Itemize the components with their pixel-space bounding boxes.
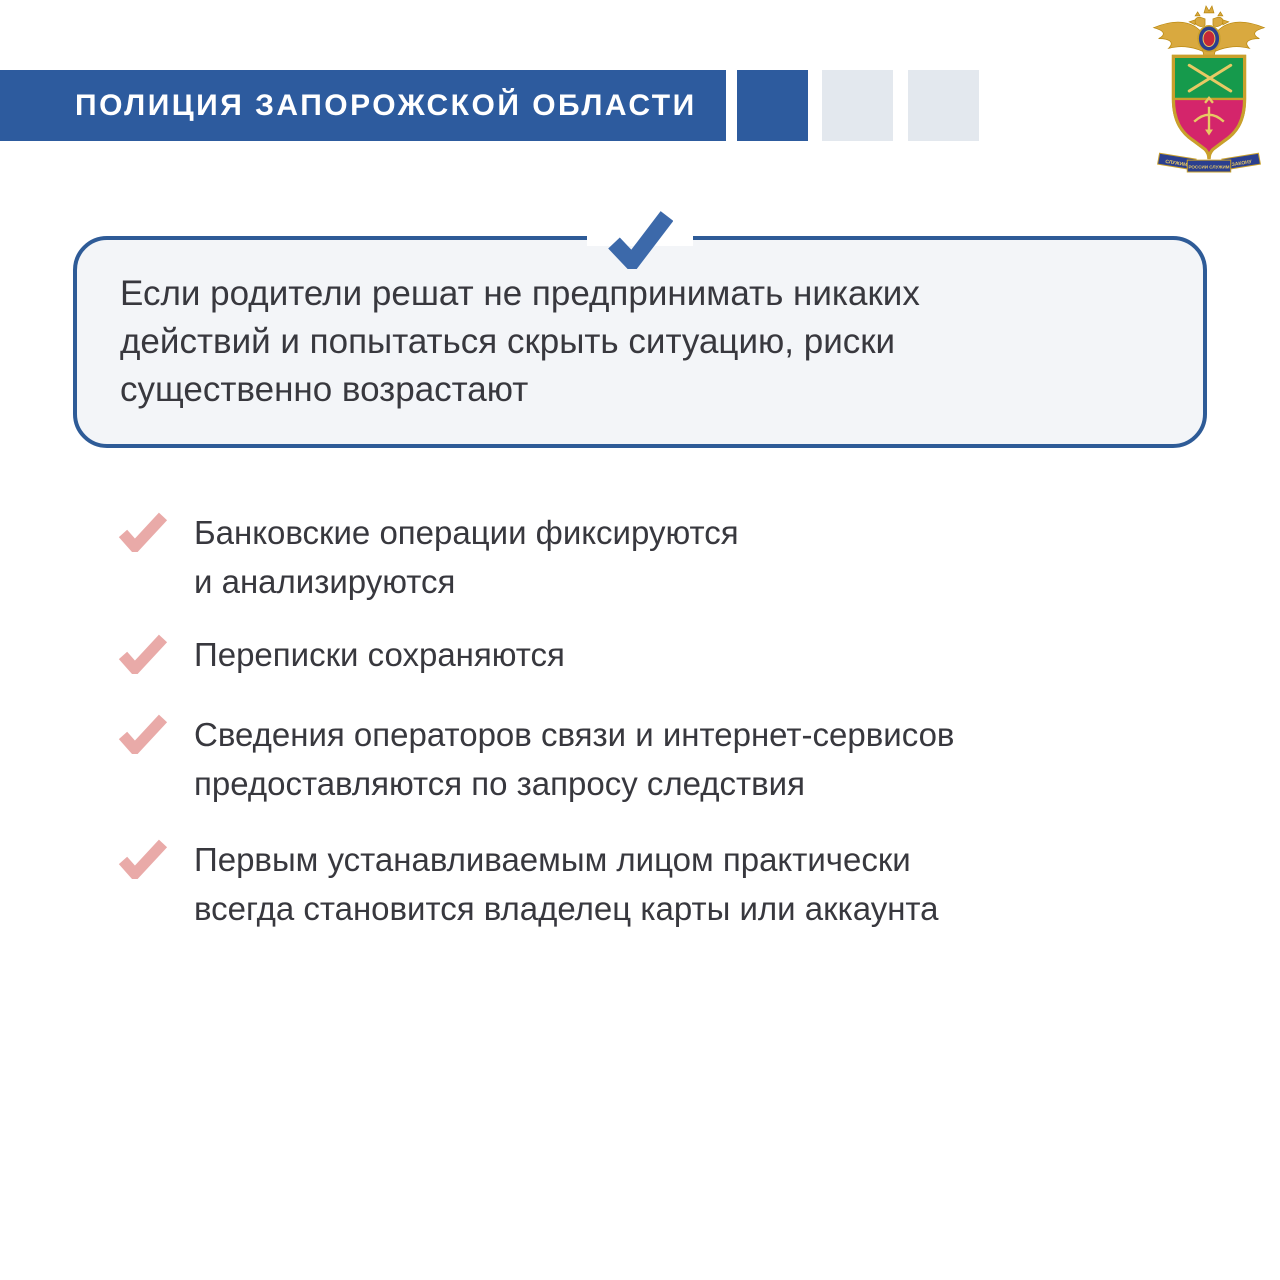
page-title: ПОЛИЦИЯ ЗАПОРОЖСКОЙ ОБЛАСТИ xyxy=(75,88,697,122)
item-3-line-1: Сведения операторов связи и интернет-сервисов xyxy=(194,716,955,753)
list-item-text xyxy=(194,508,739,606)
item-1-line-2: и анализируются xyxy=(194,563,456,600)
list-item-bank-operations xyxy=(118,508,739,606)
item-3-line-2: предоставляются по запросу следствия xyxy=(194,765,805,802)
item-4-line-2: всегда становится владелец карты или аккаунта xyxy=(194,890,939,927)
decor-square-gray-1 xyxy=(822,70,893,141)
list-item-text xyxy=(194,630,565,679)
list-item-operator-data xyxy=(118,710,954,808)
decor-square-gray-2 xyxy=(908,70,979,141)
police-emblem xyxy=(1146,4,1272,174)
list-item-messages-saved xyxy=(118,630,565,679)
item-4-line-1: Первым устанавливаемым лицом практически xyxy=(194,841,911,878)
list-item-card-owner xyxy=(118,835,939,933)
pink-check-icon xyxy=(118,512,168,552)
ribbon-text-left: СЛУЖИМ xyxy=(1164,159,1188,169)
warning-callout-box xyxy=(73,236,1207,448)
item-1-line-1: Банковские операции фиксируются xyxy=(194,514,739,551)
item-2-line-1: Переписки сохраняются xyxy=(194,636,565,673)
pink-check-icon xyxy=(118,714,168,754)
list-item-text xyxy=(194,835,939,933)
shield-icon xyxy=(1173,56,1244,159)
header-bar xyxy=(0,70,726,141)
callout-line-3: существенно возрастают xyxy=(120,370,529,409)
callout-line-1: Если родители решат не предпринимать никаких xyxy=(120,274,920,313)
decor-square-blue xyxy=(737,70,808,141)
ribbon-text-right: ЗАКОНУ xyxy=(1231,160,1253,169)
blue-check-icon xyxy=(607,209,673,269)
pink-check-icon xyxy=(118,634,168,674)
ribbon-text-center: РОССИИ СЛУЖИМ xyxy=(1188,164,1230,170)
coat-of-arms-icon xyxy=(1146,4,1272,174)
pink-check-icon xyxy=(118,839,168,879)
list-item-text xyxy=(194,710,954,808)
callout-line-2: действий и попытаться скрыть ситуацию, риски xyxy=(120,322,896,361)
